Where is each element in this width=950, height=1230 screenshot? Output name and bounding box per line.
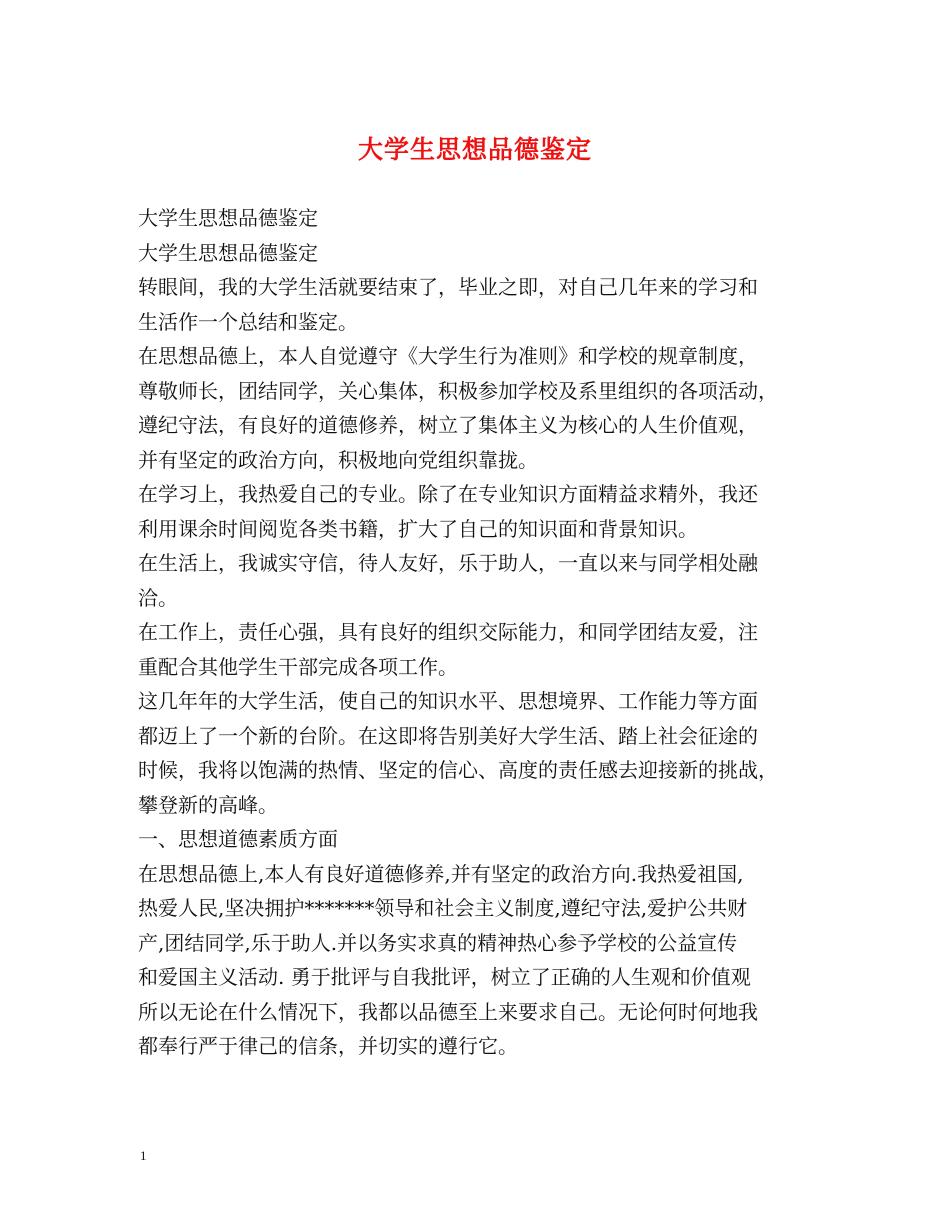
body-line: 时候，我将以饱满的热情、坚定的信心、高度的责任感去迎接新的挑战， xyxy=(138,758,778,782)
body-line: 产,团结同学,乐于助人.并以务实求真的精神热心参予学校的公益宣传 xyxy=(138,930,738,955)
body-line: 重配合其他学生干部完成各项工作。 xyxy=(138,654,458,679)
body-line: 所以无论在什么情况下，我都以品德至上来要求自己。无论何时何地我 xyxy=(138,999,758,1024)
body-line: 尊敬师长，团结同学，关心集体，积极参加学校及系里组织的各项活动， xyxy=(138,378,778,403)
body-line: 遵纪守法，有良好的道德修养，树立了集体主义为核心的人生价值观， xyxy=(138,413,758,437)
body-line: 大学生思想品德鉴定 xyxy=(138,240,318,265)
body-line: 在思想品德上，本人自觉遵守《大学生行为准则》和学校的规章制度， xyxy=(138,344,758,368)
body-line: 都迈上了一个新的台阶。在这即将告别美好大学生活、踏上社会征途的 xyxy=(138,723,758,748)
body-line: 都奉行严于律己的信条，并切实的遵行它。 xyxy=(138,1034,518,1058)
body-line: 大学生思想品德鉴定 xyxy=(138,206,318,230)
body-line: 这几年年的大学生活，使自己的知识水平、思想境界、工作能力等方面 xyxy=(138,689,758,713)
document-title: 大学生思想品德鉴定 xyxy=(357,135,592,164)
body-line: 和爱国主义活动. 勇于批评与自我批评，树立了正确的人生观和价值观 xyxy=(138,965,751,989)
document-body xyxy=(138,201,818,1064)
body-line: 热爱人民,坚决拥护*******领导和社会主义制度,遵纪守法,爱护公共财 xyxy=(138,896,748,920)
body-line: 在生活上，我诚实守信，待人友好，乐于助人，一直以来与同学相处融 xyxy=(138,551,758,575)
body-line: 在工作上，责任心强，具有良好的组织交际能力，和同学团结友爱，注 xyxy=(138,620,758,644)
section-heading: 一、思想道德素质方面 xyxy=(138,827,338,851)
body-line: 在思想品德上,本人有良好道德修养,并有坚定的政治方向.我热爱祖国, xyxy=(138,861,744,886)
body-line: 攀登新的高峰。 xyxy=(138,792,278,817)
body-line: 洽。 xyxy=(138,585,178,610)
body-line: 生活作一个总结和鉴定。 xyxy=(138,309,358,334)
body-line: 转眼间，我的大学生活就要结束了，毕业之即，对自己几年来的学习和 xyxy=(138,275,758,299)
body-line: 在学习上，我热爱自己的专业。除了在专业知识方面精益求精外，我还 xyxy=(138,482,758,506)
page-number: 1 xyxy=(140,1148,147,1163)
body-line: 并有坚定的政治方向，积极地向党组织靠拢。 xyxy=(138,447,538,472)
body-line: 利用课余时间阅览各类书籍，扩大了自己的知识面和背景知识。 xyxy=(138,516,698,541)
